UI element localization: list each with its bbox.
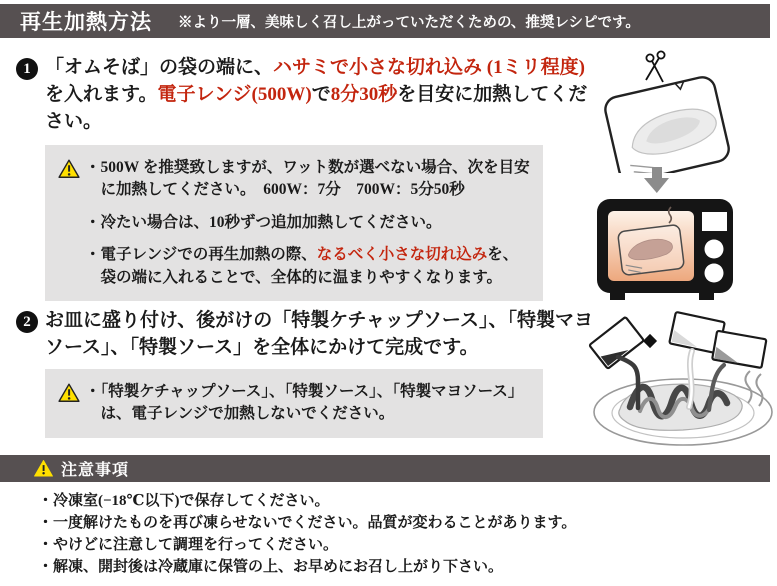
step-1-highlight-microwave: 電子レンジ(500W)	[157, 83, 312, 105]
warning-seg: を、袋の端に入れることで、全体的に温まりやすくなります。	[100, 246, 519, 286]
warning-icon	[34, 460, 53, 477]
header-bar	[0, 4, 770, 38]
warning-seg: ・電子レンジでの再生加熱の際、	[85, 246, 317, 264]
caution-item-burn: ・やけどに注意して調理を行ってください。	[38, 537, 339, 553]
step-2-text: お皿に盛り付け、後がけの「特製ケチャップソース」、「特製マヨソース」、「特製ソース」を全体にかけて完成です。	[45, 310, 593, 358]
down-arrow-icon	[644, 167, 670, 193]
caution-item-refreeze: ・一度解けたものを再び凍らせないでください。品質が変わることがあります。	[38, 515, 577, 531]
warning-box-2	[45, 369, 543, 438]
pouch-cut-illustration	[588, 45, 748, 173]
warning-box-1-item-cut	[85, 244, 531, 289]
warning-highlight-small-cut: なるべく小さな切れ込み	[316, 246, 488, 264]
warning-box-1-item-cold: ・冷たい場合は、10秒ずつ追加加熱してください。	[85, 213, 442, 231]
step-1-seg: 「オムそば」の袋の端に、	[45, 57, 274, 78]
warning-box-2-item-sauce: ・「特製ケチャップソース」、「特製ソース」、「特製マヨソース」は、電子レンジで加熱しないでください。	[85, 383, 524, 423]
step-1-seg: を目安に加熱してください。	[45, 83, 588, 132]
step-1	[16, 55, 594, 136]
caution-list	[38, 490, 748, 578]
microwave-illustration	[596, 198, 736, 303]
plate-sauce-illustration	[588, 311, 775, 449]
step-2-number-badge: 2	[16, 311, 38, 333]
page-title: 再生加熱方法	[20, 10, 152, 34]
warning-icon	[58, 159, 80, 186]
step-1-number-badge: 1	[16, 58, 38, 80]
warning-box-1	[45, 145, 543, 301]
caution-title: 注意事項	[61, 462, 130, 479]
step-1-seg: で	[311, 83, 331, 105]
caution-item-thawed: ・解凍、開封後は冷蔵庫に保管の上、お早めにお召し上がり下さい。	[38, 559, 504, 575]
warning-box-1-item-wattage: ・500W を推奨致しますが、ワット数が選べない場合、次を目安に加熱してください。 600W：7分 700W：5分50秒	[85, 159, 530, 199]
scissors-icon	[646, 51, 665, 82]
step-1-text	[45, 55, 594, 136]
caution-item-storage: ・冷凍室(−18℃以下)で保存してください。	[38, 493, 330, 509]
step-1-seg: を入れます。	[45, 83, 158, 105]
caution-bar	[0, 455, 770, 482]
step-1-highlight-time: 8分30秒	[330, 83, 398, 105]
warning-icon	[58, 383, 80, 410]
step-1-highlight-cut: ハサミで小さな切れ込み (1ミリ程度)	[273, 57, 585, 78]
header-subtitle: ※より一層、美味しく召し上がっていただくための、推奨レシピです。	[178, 14, 640, 31]
step-2	[16, 308, 594, 362]
